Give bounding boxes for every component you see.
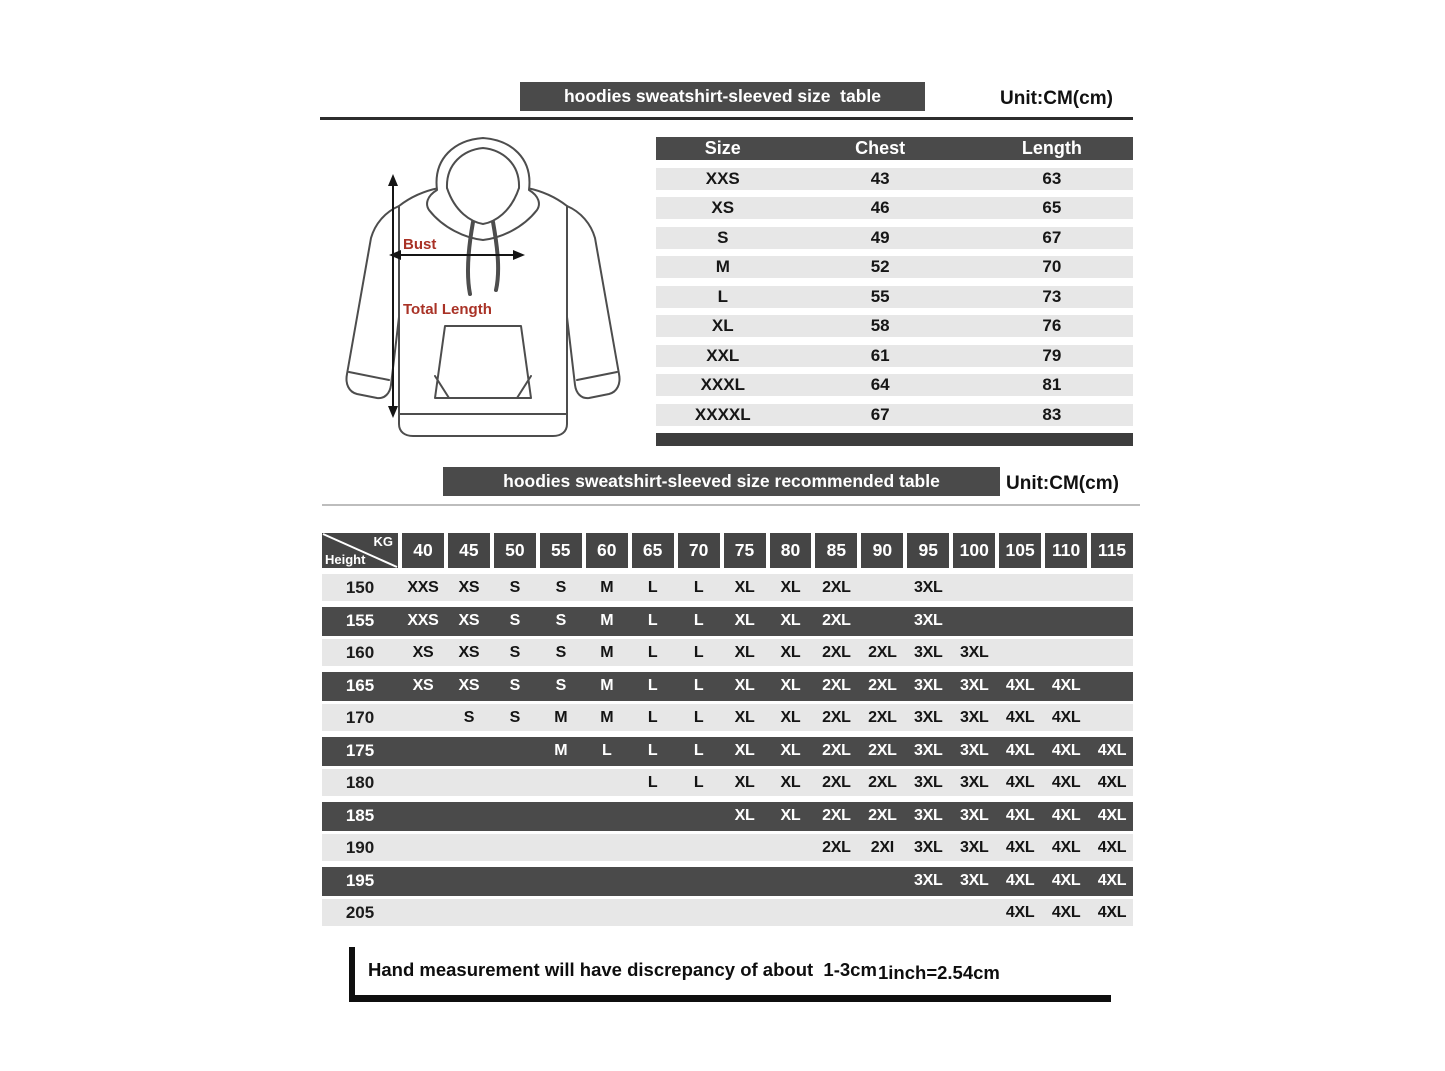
matrix-size-cell: XL bbox=[780, 807, 801, 824]
matrix-weight-header-cell: 95 bbox=[907, 533, 949, 568]
size-table-cell: 67 bbox=[1042, 227, 1062, 247]
size-table-row bbox=[656, 345, 1133, 367]
matrix-size-cell: 2XL bbox=[868, 773, 897, 791]
matrix-size-cell: 2XL bbox=[822, 612, 851, 629]
matrix-size-cell: 2XL bbox=[868, 742, 897, 759]
corner-height-label: Height bbox=[325, 552, 366, 567]
matrix-size-cell: S bbox=[509, 708, 521, 726]
matrix-size-cell: 2XL bbox=[822, 807, 851, 824]
matrix-size-cell: 2XL bbox=[822, 838, 851, 856]
size-table bbox=[656, 137, 1133, 446]
matrix-size-cell: 3XL bbox=[959, 708, 989, 726]
matrix-size-cell: XL bbox=[734, 677, 755, 694]
matrix-size-cell: S bbox=[555, 677, 566, 694]
matrix-size-cell: M bbox=[554, 708, 568, 726]
size-table-row bbox=[656, 286, 1133, 308]
total-length-label: Total Length bbox=[403, 301, 492, 318]
matrix-size-cell: 4XL bbox=[1051, 807, 1081, 824]
footer-bottom-bar bbox=[349, 995, 1111, 1002]
measurement-discrepancy-note: Hand measurement will have discrepancy of about 1-3cm bbox=[368, 959, 877, 980]
matrix-size-cell: 3XL bbox=[914, 708, 943, 726]
matrix-size-cell: 3XL bbox=[914, 677, 943, 694]
matrix-size-cell: 4XL bbox=[1097, 773, 1127, 791]
matrix-size-cell: XL bbox=[780, 677, 801, 694]
matrix-weight-header-cell: 115 bbox=[1091, 533, 1133, 568]
matrix-size-cell: 2XL bbox=[868, 807, 897, 824]
matrix-height-label: 155 bbox=[345, 611, 375, 630]
matrix-size-cell: 3XL bbox=[914, 773, 943, 791]
size-table-cell: XXL bbox=[706, 345, 740, 365]
size-table-row bbox=[656, 404, 1133, 426]
matrix-size-cell: 4XL bbox=[1005, 807, 1035, 824]
size-table-cell: XL bbox=[711, 316, 734, 335]
matrix-size-cell: S bbox=[509, 578, 521, 596]
matrix-size-cell: 4XL bbox=[1051, 903, 1081, 921]
matrix-size-cell: XS bbox=[458, 612, 480, 629]
matrix-size-cell: XL bbox=[780, 773, 801, 791]
matrix-size-cell: 3XL bbox=[959, 773, 989, 791]
size-table-cell: 64 bbox=[870, 375, 890, 394]
size-table-footer-bar bbox=[656, 433, 1133, 446]
matrix-row bbox=[322, 899, 1133, 926]
matrix-size-cell: 2XL bbox=[822, 708, 851, 726]
matrix-size-cell: L bbox=[647, 708, 658, 726]
matrix-size-cell: 4XL bbox=[1005, 838, 1035, 856]
matrix-size-cell: XS bbox=[458, 578, 480, 596]
matrix-size-cell: S bbox=[509, 612, 521, 629]
matrix-size-cell: 4XL bbox=[1051, 773, 1081, 791]
unit-label-2: Unit:CM(cm) bbox=[1006, 473, 1119, 494]
matrix-size-cell: 3XL bbox=[959, 872, 989, 889]
footer-left-bar bbox=[349, 947, 355, 1002]
hoodie-measurement-diagram bbox=[333, 128, 633, 460]
size-table-cell: 43 bbox=[870, 168, 890, 188]
matrix-size-cell: M bbox=[600, 578, 614, 596]
matrix-size-cell: L bbox=[693, 578, 704, 596]
matrix-size-cell: M bbox=[600, 677, 614, 694]
matrix-size-cell: XL bbox=[780, 578, 801, 596]
size-table-cell: XS bbox=[711, 198, 735, 217]
inch-conversion-note: 1inch=2.54cm bbox=[878, 962, 1000, 983]
matrix-weight-header-cell: 110 bbox=[1045, 533, 1087, 568]
matrix-size-cell: 4XL bbox=[1005, 742, 1035, 759]
matrix-size-cell: XL bbox=[734, 612, 755, 629]
matrix-weight-header-cell: 105 bbox=[999, 533, 1041, 568]
matrix-height-label: 185 bbox=[345, 806, 375, 825]
matrix-size-cell: 3XL bbox=[914, 578, 943, 596]
matrix-size-cell: 4XL bbox=[1005, 903, 1035, 921]
matrix-size-cell: 3XL bbox=[959, 643, 989, 661]
matrix-size-cell: 3XL bbox=[959, 677, 989, 694]
matrix-size-cell: XL bbox=[734, 773, 755, 791]
matrix-row bbox=[322, 704, 1133, 731]
matrix-size-cell: L bbox=[601, 742, 612, 759]
size-table-cell: 52 bbox=[870, 257, 890, 276]
divider-line-1 bbox=[320, 117, 1133, 120]
matrix-size-cell: 4XL bbox=[1051, 708, 1081, 726]
matrix-size-cell: L bbox=[693, 643, 704, 661]
matrix-row bbox=[322, 574, 1133, 601]
matrix-weight-header-cell: 75 bbox=[724, 533, 766, 568]
size-table-cell: 83 bbox=[1042, 404, 1062, 424]
matrix-height-label: 160 bbox=[345, 642, 375, 662]
matrix-height-label: 170 bbox=[345, 707, 375, 727]
matrix-weight-header-cell: 70 bbox=[678, 533, 720, 568]
matrix-weight-header-cell: 80 bbox=[770, 533, 812, 568]
size-table-title: hoodies sweatshirt-sleeved size table bbox=[563, 86, 882, 106]
matrix-size-cell: L bbox=[647, 742, 658, 759]
size-table-row bbox=[656, 168, 1133, 190]
matrix-corner-cell bbox=[322, 533, 398, 568]
size-table-cell: 55 bbox=[870, 286, 890, 306]
matrix-size-cell: 4XL bbox=[1005, 708, 1035, 726]
size-table-header-cell: Chest bbox=[855, 138, 906, 158]
matrix-weight-header-cell: 60 bbox=[586, 533, 628, 568]
size-table-header bbox=[656, 137, 1133, 160]
size-table-cell: 58 bbox=[870, 316, 890, 335]
matrix-row bbox=[322, 834, 1133, 861]
unit-label-1: Unit:CM(cm) bbox=[1000, 88, 1113, 109]
size-table-cell: 79 bbox=[1042, 345, 1062, 365]
matrix-size-cell: XL bbox=[734, 708, 755, 726]
matrix-row bbox=[322, 769, 1133, 796]
matrix-size-cell: 4XL bbox=[1051, 872, 1081, 889]
size-table-row bbox=[656, 256, 1133, 278]
matrix-height-label: 150 bbox=[345, 577, 375, 597]
matrix-row bbox=[322, 867, 1133, 896]
recommended-table-title: hoodies sweatshirt-sleeved size recommended table bbox=[503, 471, 940, 491]
matrix-size-cell: 2XL bbox=[822, 643, 851, 661]
matrix-size-cell: 4XL bbox=[1097, 872, 1127, 889]
matrix-size-cell: 4XL bbox=[1005, 773, 1035, 791]
matrix-size-cell: 2XL bbox=[868, 708, 897, 726]
size-table-row bbox=[656, 374, 1133, 396]
size-table-title-bar bbox=[520, 82, 925, 111]
matrix-size-cell: 2XL bbox=[868, 677, 897, 694]
matrix-row bbox=[322, 802, 1133, 831]
matrix-size-cell: L bbox=[693, 773, 704, 791]
matrix-size-cell: XL bbox=[734, 742, 755, 759]
matrix-size-cell: XL bbox=[780, 742, 801, 759]
matrix-size-cell: 3XL bbox=[914, 643, 943, 661]
size-table-row bbox=[656, 227, 1133, 249]
matrix-body bbox=[322, 574, 1133, 926]
matrix-size-cell: XL bbox=[780, 612, 801, 629]
size-table-cell: 61 bbox=[870, 345, 890, 365]
matrix-size-cell: L bbox=[693, 677, 704, 694]
matrix-header-row bbox=[322, 533, 1133, 568]
matrix-row bbox=[322, 737, 1133, 766]
size-table-cell: 49 bbox=[870, 227, 890, 247]
matrix-size-cell: 3XL bbox=[914, 612, 943, 629]
divider-line-2 bbox=[322, 504, 1140, 506]
matrix-row bbox=[322, 607, 1133, 636]
matrix-size-cell: S bbox=[555, 578, 566, 596]
recommended-table-title-bar bbox=[443, 467, 1000, 496]
corner-kg-label: KG bbox=[373, 534, 393, 549]
matrix-size-cell: 2XL bbox=[822, 677, 851, 694]
size-table-rows bbox=[656, 168, 1133, 426]
matrix-size-cell: 4XL bbox=[1051, 677, 1081, 694]
matrix-size-cell: XL bbox=[780, 643, 801, 661]
matrix-weight-header-cell: 55 bbox=[540, 533, 582, 568]
matrix-size-cell: M bbox=[600, 708, 614, 726]
matrix-size-cell: XL bbox=[734, 807, 755, 824]
matrix-size-cell: L bbox=[693, 708, 704, 726]
matrix-row bbox=[322, 672, 1133, 701]
matrix-size-cell: S bbox=[463, 708, 475, 726]
size-table-cell: 70 bbox=[1042, 257, 1062, 276]
matrix-weight-header-cell: 45 bbox=[448, 533, 490, 568]
matrix-size-cell: 4XL bbox=[1051, 742, 1081, 759]
matrix-weight-header-cell: 65 bbox=[632, 533, 674, 568]
size-table-cell: 73 bbox=[1042, 286, 1062, 306]
matrix-size-cell: 3XL bbox=[914, 807, 943, 824]
matrix-size-cell: 4XL bbox=[1051, 838, 1081, 856]
matrix-size-cell: 4XL bbox=[1097, 903, 1127, 921]
matrix-size-cell: M bbox=[600, 612, 614, 629]
size-table-cell: XXS bbox=[705, 168, 740, 188]
hoodie-right-sleeve bbox=[565, 206, 620, 398]
matrix-size-cell: L bbox=[647, 677, 658, 694]
matrix-size-cell: S bbox=[555, 612, 566, 629]
matrix-weight-header-cell: 90 bbox=[861, 533, 903, 568]
size-recommendation-matrix bbox=[322, 533, 1133, 932]
size-table-cell: 46 bbox=[870, 198, 890, 217]
size-table-cell: 76 bbox=[1042, 316, 1062, 335]
size-table-cell: L bbox=[717, 286, 728, 306]
matrix-size-cell: L bbox=[693, 742, 704, 759]
matrix-height-label: 175 bbox=[345, 741, 375, 760]
matrix-size-cell: S bbox=[509, 643, 521, 661]
matrix-size-cell: 4XL bbox=[1097, 742, 1127, 759]
matrix-size-cell: M bbox=[600, 643, 614, 661]
matrix-size-cell: 2XL bbox=[822, 578, 851, 596]
matrix-size-cell: 3XL bbox=[959, 807, 989, 824]
matrix-size-cell: 3XL bbox=[914, 742, 943, 759]
size-table-row bbox=[656, 315, 1133, 337]
matrix-size-cell: XL bbox=[734, 643, 755, 661]
matrix-row bbox=[322, 639, 1133, 666]
matrix-size-cell: S bbox=[555, 643, 566, 661]
size-table-cell: 63 bbox=[1042, 168, 1062, 188]
matrix-size-cell: 3XL bbox=[959, 742, 989, 759]
matrix-size-cell: XL bbox=[734, 578, 755, 596]
matrix-size-cell: XS bbox=[412, 677, 434, 694]
size-table-cell: 67 bbox=[870, 404, 890, 424]
matrix-size-cell: 4XL bbox=[1097, 807, 1127, 824]
matrix-size-cell: XS bbox=[412, 643, 434, 661]
matrix-weight-header-cell: 40 bbox=[402, 533, 444, 568]
matrix-size-cell: L bbox=[647, 578, 658, 596]
matrix-height-label: 195 bbox=[345, 871, 375, 890]
matrix-weight-header-cell: 85 bbox=[815, 533, 857, 568]
matrix-size-cell: XL bbox=[780, 708, 801, 726]
matrix-size-cell: XS bbox=[458, 643, 480, 661]
matrix-size-cell: 3XL bbox=[914, 838, 943, 856]
matrix-height-label: 205 bbox=[345, 902, 375, 922]
matrix-size-cell: L bbox=[647, 773, 658, 791]
size-table-cell: 65 bbox=[1042, 198, 1062, 217]
matrix-size-cell: 2XL bbox=[822, 773, 851, 791]
size-table-cell: S bbox=[717, 227, 729, 247]
matrix-size-cell: L bbox=[647, 612, 658, 629]
size-table-cell: M bbox=[715, 257, 730, 276]
matrix-size-cell: L bbox=[647, 643, 658, 661]
matrix-height-label: 165 bbox=[345, 676, 375, 695]
matrix-size-cell: 4XL bbox=[1005, 872, 1035, 889]
matrix-size-cell: 2XI bbox=[870, 838, 894, 856]
matrix-weight-header-cell: 100 bbox=[953, 533, 995, 568]
matrix-size-cell: 2XL bbox=[868, 643, 897, 661]
matrix-size-cell: 4XL bbox=[1005, 677, 1035, 694]
size-table-cell: XXXL bbox=[700, 375, 745, 394]
matrix-size-cell: XXS bbox=[407, 612, 439, 629]
matrix-size-cell: 2XL bbox=[822, 742, 851, 759]
size-table-cell: 81 bbox=[1042, 375, 1062, 394]
matrix-size-cell: 3XL bbox=[959, 838, 989, 856]
matrix-height-label: 180 bbox=[345, 772, 375, 792]
matrix-height-label: 190 bbox=[345, 837, 375, 857]
bust-label: Bust bbox=[403, 236, 437, 253]
size-table-row bbox=[656, 197, 1133, 219]
size-table-header-cell: Size bbox=[704, 138, 741, 158]
matrix-size-cell: M bbox=[554, 742, 568, 759]
matrix-size-cell: S bbox=[509, 677, 521, 694]
size-table-header-cell: Length bbox=[1021, 138, 1082, 158]
matrix-size-cell: 3XL bbox=[914, 872, 943, 889]
matrix-size-cell: XS bbox=[458, 677, 480, 694]
matrix-size-cell: XXS bbox=[407, 578, 439, 596]
matrix-size-cell: 4XL bbox=[1097, 838, 1127, 856]
matrix-size-cell: L bbox=[693, 612, 704, 629]
size-table-cell: XXXXL bbox=[694, 404, 751, 424]
matrix-weight-header-cell: 50 bbox=[494, 533, 536, 568]
